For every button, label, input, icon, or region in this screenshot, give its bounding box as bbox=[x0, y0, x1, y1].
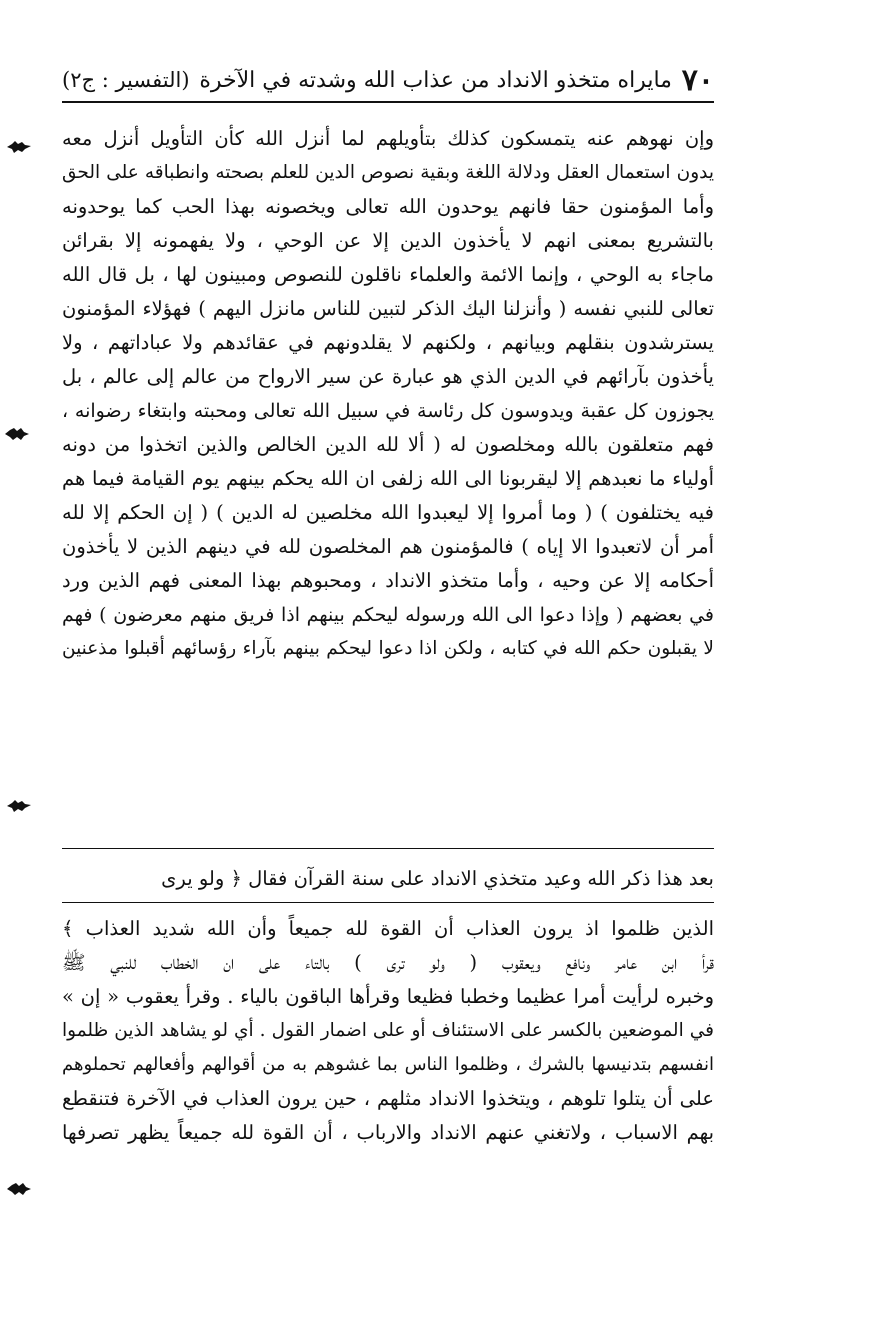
text-line: فيه يختلفون ) ( وما أمروا إلا ليعبدوا الله مخلصين له الدين ) ( إن الحكم إلا لله bbox=[62, 501, 714, 524]
text-line: في بعضهم ( وإذا دعوا الى الله ورسوله ليحكم بينهم اذا فريق منهم معرضون ) فهم bbox=[62, 604, 714, 626]
text-line: لا يقبلون حكم الله في كتابه ، ولكن اذا دعوا ليحكم بينهم بآراء رؤسائهم أقبلوا مذعنين bbox=[62, 638, 714, 659]
text-line: أولياء ما نعبدهم إلا ليقربونا الى الله زلفى ان الله يحكم بينهم يوم القيامة فيما هم bbox=[62, 467, 714, 490]
ink-blot-icon bbox=[6, 797, 32, 815]
verse-line: الذين ظلموا اذ يرون العذاب أن القوة لله جميعاً وأن الله شديد العذاب ﴾ bbox=[62, 917, 714, 940]
verse-intro-line: بعد هذا ذكر الله وعيد متخذي الانداد على سنة القرآن فقال ﴿ ولو يرى bbox=[161, 867, 714, 890]
running-title: مايراه متخذو الانداد من عذاب الله وشدته في الآخرة bbox=[199, 67, 672, 93]
text-line: وخبره لرأيت أمرا عظيما وخطبا فظيعا وقرأها الباقون بالياء . وقرأ يعقوب « إن » bbox=[62, 985, 714, 1008]
text-line: وأما المؤمنون حقا فانهم يوحدون الله تعالى ويخصونه بهذا الحب كما يوحدونه bbox=[62, 195, 714, 218]
page-number: ٧٠ bbox=[681, 62, 714, 98]
text-line: انفسهم بتدنيسها بالشرك ، وظلموا الناس بما غشوهم به من أقوالهم وأفعالهم تحملوهم bbox=[62, 1054, 714, 1075]
text-line: على أن يتلوا تلوهم ، ويتخذوا الانداد مثلهم ، حين يرون العذاب في الآخرة فتنقطع bbox=[62, 1087, 714, 1110]
text-line: فهم متعلقون بالله ومخلصون له ( ألا لله الدين الخالص والذين اتخذوا من دونه bbox=[62, 433, 714, 456]
text-line: قرأ ابن عامر ونافع ويعقوب ( ولو ترى ) بالتاء على ان الخطاب للنبي ﷺ bbox=[62, 951, 714, 974]
ink-blot-icon bbox=[4, 425, 30, 443]
ink-blot-icon bbox=[6, 138, 32, 156]
header-rule bbox=[62, 101, 714, 103]
text-line: ماجاء به الوحي ، وإنما الائمة والعلماء ناقلون للنصوص ومبينون لها ، بل قال الله bbox=[62, 263, 714, 286]
text-line: في الموضعين بالكسر على الاستئناف أو على اضمار القول . أي لو يشاهد الذين ظلموا bbox=[62, 1020, 714, 1041]
commentary-block-b bbox=[62, 912, 714, 1150]
text-line: أمر أن لاتعبدوا الا إياه ) فالمؤمنون هم المخلصون لله في دينهم الذين لا يأخذون bbox=[62, 535, 714, 558]
page-header bbox=[62, 58, 714, 102]
section-rule bbox=[62, 848, 714, 849]
section-rule-lower bbox=[62, 902, 714, 903]
text-line: يأخذون بآرائهم في الدين الذي هو عبارة عن سير الارواح من عالم إلى عالم ، بل bbox=[62, 365, 714, 388]
text-line: يسترشدون بنقلهم وبيانهم ، ولكنهم لا يقلدونهم في عقائدهم ولا عباداتهم ، ولا bbox=[62, 331, 714, 354]
text-line: بالتشريع بمعنى انهم لا يأخذون الدين إلا عن الوحي ، ولا يفهمونه إلا بقرائن bbox=[62, 229, 714, 252]
text-line: وإن نهوهم عنه يتمسكون كذلك بتأويلهم لما أنزل الله كأن التأويل أنزل معه bbox=[62, 127, 714, 150]
text-line: يدون استعمال العقل ودلالة اللغة وبقية نصوص الدين للعلم بصحته وانطباقه على الحق bbox=[62, 162, 714, 183]
text-line: تعالى للنبي نفسه ( وأنزلنا اليك الذكر لتبين للناس مانزل اليهم ) فهؤلاء المؤمنون bbox=[62, 297, 714, 320]
text-line: بهم الاسباب ، ولاتغني عنهم الانداد والارباب ، أن القوة لله جميعاً يظهر تصرفها bbox=[62, 1121, 714, 1144]
ink-blot-icon bbox=[6, 1180, 32, 1198]
text-line: يجوزون كل عقبة ويدوسون كل رئاسة في سبيل الله تعالى ومحبته وابتغاء رضوانه ، bbox=[62, 400, 714, 422]
volume-reference: (التفسير : ج٢) bbox=[62, 68, 190, 92]
verse-intro bbox=[62, 862, 714, 896]
commentary-block-a bbox=[62, 122, 714, 666]
text-line: أحكامه إلا عن وحيه ، وأما متخذو الانداد ، ومحبوهم بهذا المعنى فهم الذين ورد bbox=[62, 569, 714, 592]
